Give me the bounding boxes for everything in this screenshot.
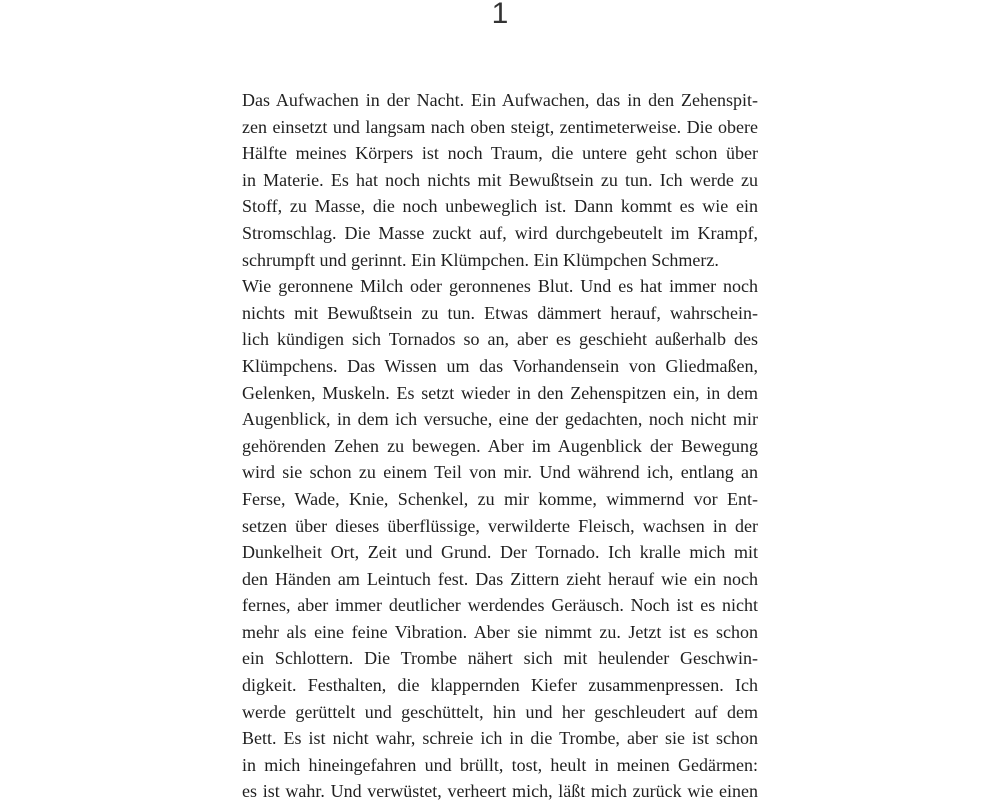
text-line: Hälfte meines Körpers ist noch Traum, die untere geht schon über (242, 143, 758, 164)
text-line: Klümpchens. Das Wissen um das Vorhandensein von Gliedmaßen, (242, 355, 758, 376)
text-line: fernes, aber immer deutlicher werdendes Geräusch. Noch ist es nicht (242, 595, 758, 616)
text-line: nichts mit Bewußtsein zu tun. Etwas dämmert herauf, wahrschein- (242, 302, 758, 323)
text-line: schrumpft und gerinnt. Ein Klümpchen. Ein Klümpchen Schmerz. (242, 249, 719, 270)
text-line: Gelenken, Muskeln. Es setzt wieder in den Zehenspitzen ein, in dem (242, 382, 758, 403)
text-line: ein Schlottern. Die Trombe nähert sich mit heulender Geschwin- (242, 648, 758, 669)
text-line: werde gerüttelt und geschüttelt, hin und her geschleudert auf dem (242, 701, 758, 722)
text-line: wird sie schon zu einem Teil von mir. Und während ich, entlang an (242, 462, 758, 483)
text-line: Stromschlag. Die Masse zuckt auf, wird durchgebeutelt im Krampf, (242, 222, 758, 243)
text-line: Stoff, zu Masse, die noch unbeweglich ist. Dann kommt es wie ein (242, 196, 758, 217)
text-line: mehr als eine feine Vibration. Aber sie nimmt zu. Jetzt ist es schon (242, 621, 758, 642)
body-text (242, 87, 758, 805)
text-line: Bett. Es ist nicht wahr, schreie ich in die Trombe, aber sie ist schon (242, 728, 758, 749)
page-number: 1 (491, 0, 509, 30)
text-line: den Händen am Leintuch fest. Das Zittern zieht herauf wie ein noch (242, 568, 758, 589)
text-line: Ferse, Wade, Knie, Schenkel, zu mir komme, wimmernd vor Ent- (242, 488, 758, 509)
text-line: Dunkelheit Ort, Zeit und Grund. Der Tornado. Ich kralle mich mit (242, 542, 758, 563)
text-line: Augenblick, in dem ich versuche, eine der gedachten, noch nicht mir (242, 409, 758, 430)
text-line: zen einsetzt und langsam nach oben steigt, zentimeterweise. Die obere (242, 116, 758, 137)
text-line: in mich hineingefahren und brüllt, tost, heult in meinen Gedärmen: (242, 754, 758, 775)
text-line: lich kündigen sich Tornados so an, aber es geschieht außerhalb des (242, 329, 758, 350)
text-line: setzen über dieses überflüssige, verwilderte Fleisch, wachsen in der (242, 515, 758, 536)
text-line: es ist wahr. Und verwüstet, verheert mich, läßt mich zurück wie einen (242, 781, 758, 802)
text-line: Das Aufwachen in der Nacht. Ein Aufwachen, das in den Zehenspit- (242, 90, 758, 110)
text-line: Wie geronnene Milch oder geronnenes Blut. Und es hat immer noch (242, 276, 758, 297)
text-line: gehörenden Zehen zu bewegen. Aber im Augenblick der Bewegung (242, 435, 758, 456)
text-line: digkeit. Festhalten, die klappernden Kiefer zusammenpressen. Ich (242, 675, 758, 696)
text-line: in Materie. Es hat noch nichts mit Bewußtsein zu tun. Ich werde zu (242, 169, 758, 190)
